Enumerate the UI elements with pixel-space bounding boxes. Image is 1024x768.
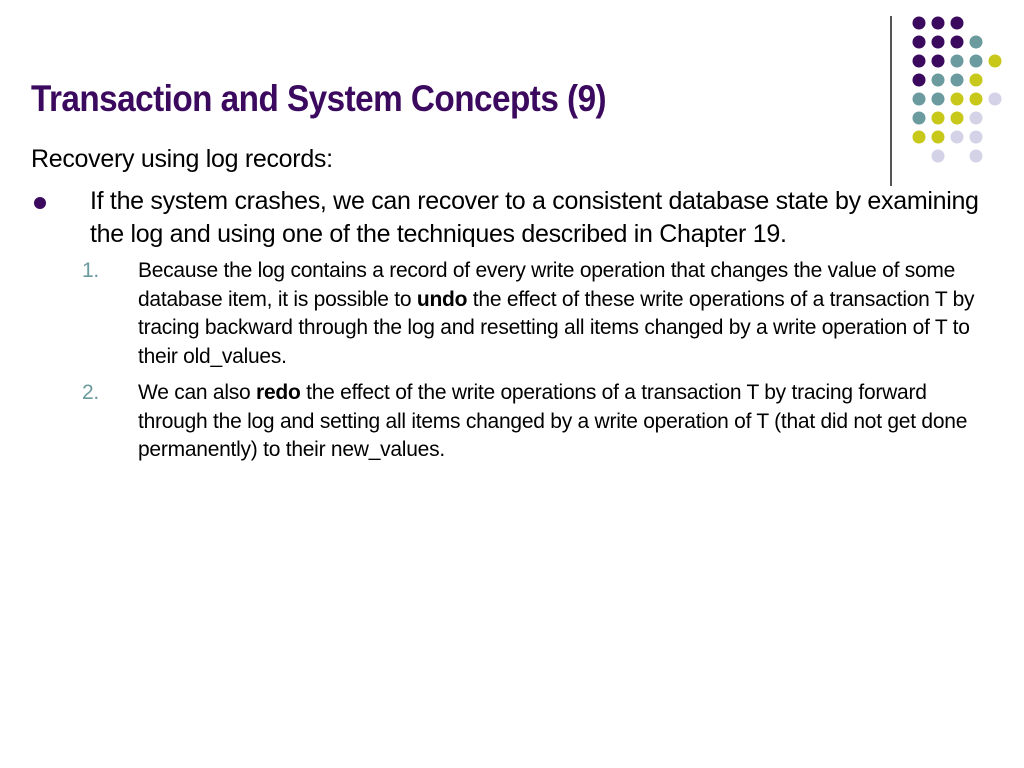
slide-title: Transaction and System Concepts (9) [31,78,607,119]
decorative-dot [913,93,926,106]
decorative-dot [932,17,945,30]
decorative-dot [932,131,945,144]
decorative-dot [951,36,964,49]
bullet-point [31,185,999,251]
decorative-dot [932,93,945,106]
list-bold-term: undo [416,287,468,311]
decorative-dot [951,93,964,106]
list-item [31,257,999,371]
decorative-dot [913,55,926,68]
decorative-dot [970,36,983,49]
list-text-after: the effect of the write operations of a transaction T by tracing forward through the log and setting all items changed by a write operation of T (that did not get done permanently) to their new_values. [138,381,968,461]
decorative-dot [951,17,964,30]
decorative-dot [951,112,964,125]
decorative-dot [913,131,926,144]
decorative-dot [932,74,945,87]
decorative-dot [932,112,945,125]
list-text-before: Because the log contains a record of every write operation that changes the value of some database item, it is possible to [138,259,956,311]
decorative-dot [970,131,983,144]
decorative-dot [913,74,926,87]
list-text-before: We can also [138,381,257,404]
decorative-dot [970,93,983,106]
decorative-dot [989,93,1002,106]
decorative-dot [989,55,1002,68]
list-text-after: the effect of these write operations of a transaction T by tracing backward through the log and resetting all items changed by a write operation of T to their old_values. [138,287,975,368]
filled-circle-bullet-icon [34,197,46,209]
decorative-dot [913,17,926,30]
decorative-dot [932,36,945,49]
decorative-dot [970,74,983,87]
decorative-dot [951,131,964,144]
decorative-dot [913,112,926,125]
bullet-text: If the system crashes, we can recover to a consistent database state by examining the log and using one of the techniques described in Chapter 19. [90,187,979,248]
list-number: 2. [82,381,100,404]
decorative-dot [951,74,964,87]
intro-text: Recovery using log records: [31,145,333,173]
list-bold-term: redo [256,381,301,404]
decorative-dot [951,55,964,68]
decorative-dot [970,112,983,125]
list-item [31,379,999,465]
decorative-dot [913,36,926,49]
decorative-dot [970,55,983,68]
numbered-list [31,257,999,465]
decorative-dot [932,55,945,68]
slide-body [31,143,999,473]
list-number: 1. [82,259,100,282]
